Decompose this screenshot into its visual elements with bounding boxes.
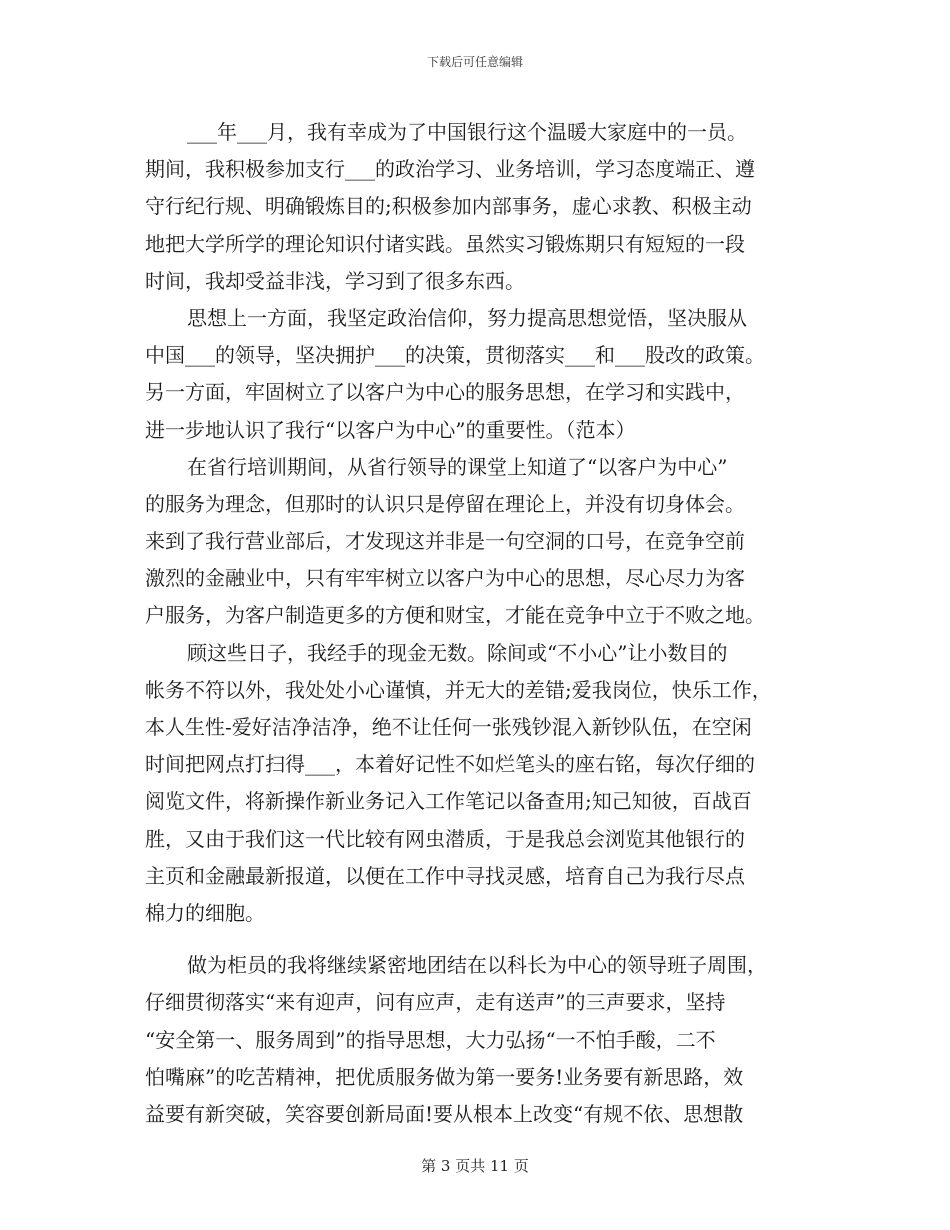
text-line: 主页和金融最新报道，以便在工作中寻找灵感，培育自己为我行尽点 [145, 863, 745, 888]
text-line: 时间把网点打扫得___，本着好记性不如烂笔头的座右铭，每次仔细的 [145, 752, 755, 777]
text-line: 户服务，为客户制造更多的方便和财宝，才能在竞争中立于不败之地。 [145, 603, 765, 628]
text-line: 激烈的金融业中，只有牢牢树立以客户为中心的思想，尽心尽力为客 [145, 566, 745, 591]
text-line: 时间，我却受益非浅，学习到了很多东西。 [145, 268, 525, 293]
text-line: 中国___的领导，坚决拥护___的决策，贯彻落实___和___股改的政策。 [145, 343, 765, 368]
text-line: 本人生性-爱好洁净洁净，绝不让任何一张残钞混入新钞队伍，在空闲 [145, 715, 752, 739]
page-footer: 第 3 页共 11 页 [421, 1157, 529, 1175]
text-line: 来到了我行营业部后，才发现这并非是一句空洞的口号，在竞争空前 [145, 529, 745, 554]
text-line: 阅览文件，将新操作新业务记入工作笔记以备查用;知己知彼，百战百 [145, 789, 752, 814]
text-line: 守行纪行规、明确锻炼目的;积极参加内部事务，虚心求教、积极主动 [145, 194, 752, 219]
text-line: 仔细贯彻落实“来有迎声，问有应声，走有送声”的三声要求，坚持 [145, 990, 726, 1015]
text-line: 的服务为理念，但那时的认识只是停留在理论上，并没有切身体会。 [145, 491, 745, 516]
text-line: 胜，又由于我们这一代比较有网虫潜质，于是我总会浏览其他银行的 [145, 826, 745, 851]
paragraph-spacer [145, 932, 805, 947]
text-line: 在省行培训期间，从省行领导的课堂上知道了“以客户为中心” [187, 454, 728, 479]
text-line: ___年___月，我有幸成为了中国银行这个温暖大家庭中的一员。 [187, 120, 747, 144]
text-line: 地把大学所学的理论知识付诸实践。虽然实习锻炼期只有短短的一段 [145, 231, 745, 256]
text-line: 进一步地认识了我行“以客户为中心”的重要性。（范本） [145, 417, 636, 442]
page-header: 下载后可任意编辑 [426, 55, 523, 69]
text-line: 棉力的细胞。 [145, 900, 265, 925]
text-line: 思想上一方面，我坚定政治信仰，努力提高思想觉悟，坚决服从 [187, 305, 747, 330]
document-body [145, 114, 805, 1133]
text-line: “安全第一、服务周到”的指导思想，大力弘扬“一不怕手酸，二不 [145, 1027, 716, 1052]
text-line: 另一方面，牢固树立了以客户为中心的服务思想，在学习和实践中， [145, 380, 745, 405]
text-line: 顾这些日子，我经手的现金无数。除间或“不小心”让小数目的 [187, 640, 728, 665]
text-line: 怕嘴麻”的吃苦精神，把优质服务做为第一要务!业务要有新思路，效 [145, 1064, 744, 1089]
text-line: 做为柜员的我将继续紧密地团结在以科长为中心的领导班子周围， [187, 953, 767, 978]
text-line: 帐务不符以外，我处处小心谨慎，并无大的差错;爱我岗位，快乐工作， [145, 677, 772, 702]
text-line: 益要有新突破，笑容要创新局面!要从根本上改变“有规不依、思想散 [145, 1101, 744, 1126]
text-line: 期间，我积极参加支行___的政治学习、业务培训，学习态度端正、遵 [145, 157, 755, 182]
